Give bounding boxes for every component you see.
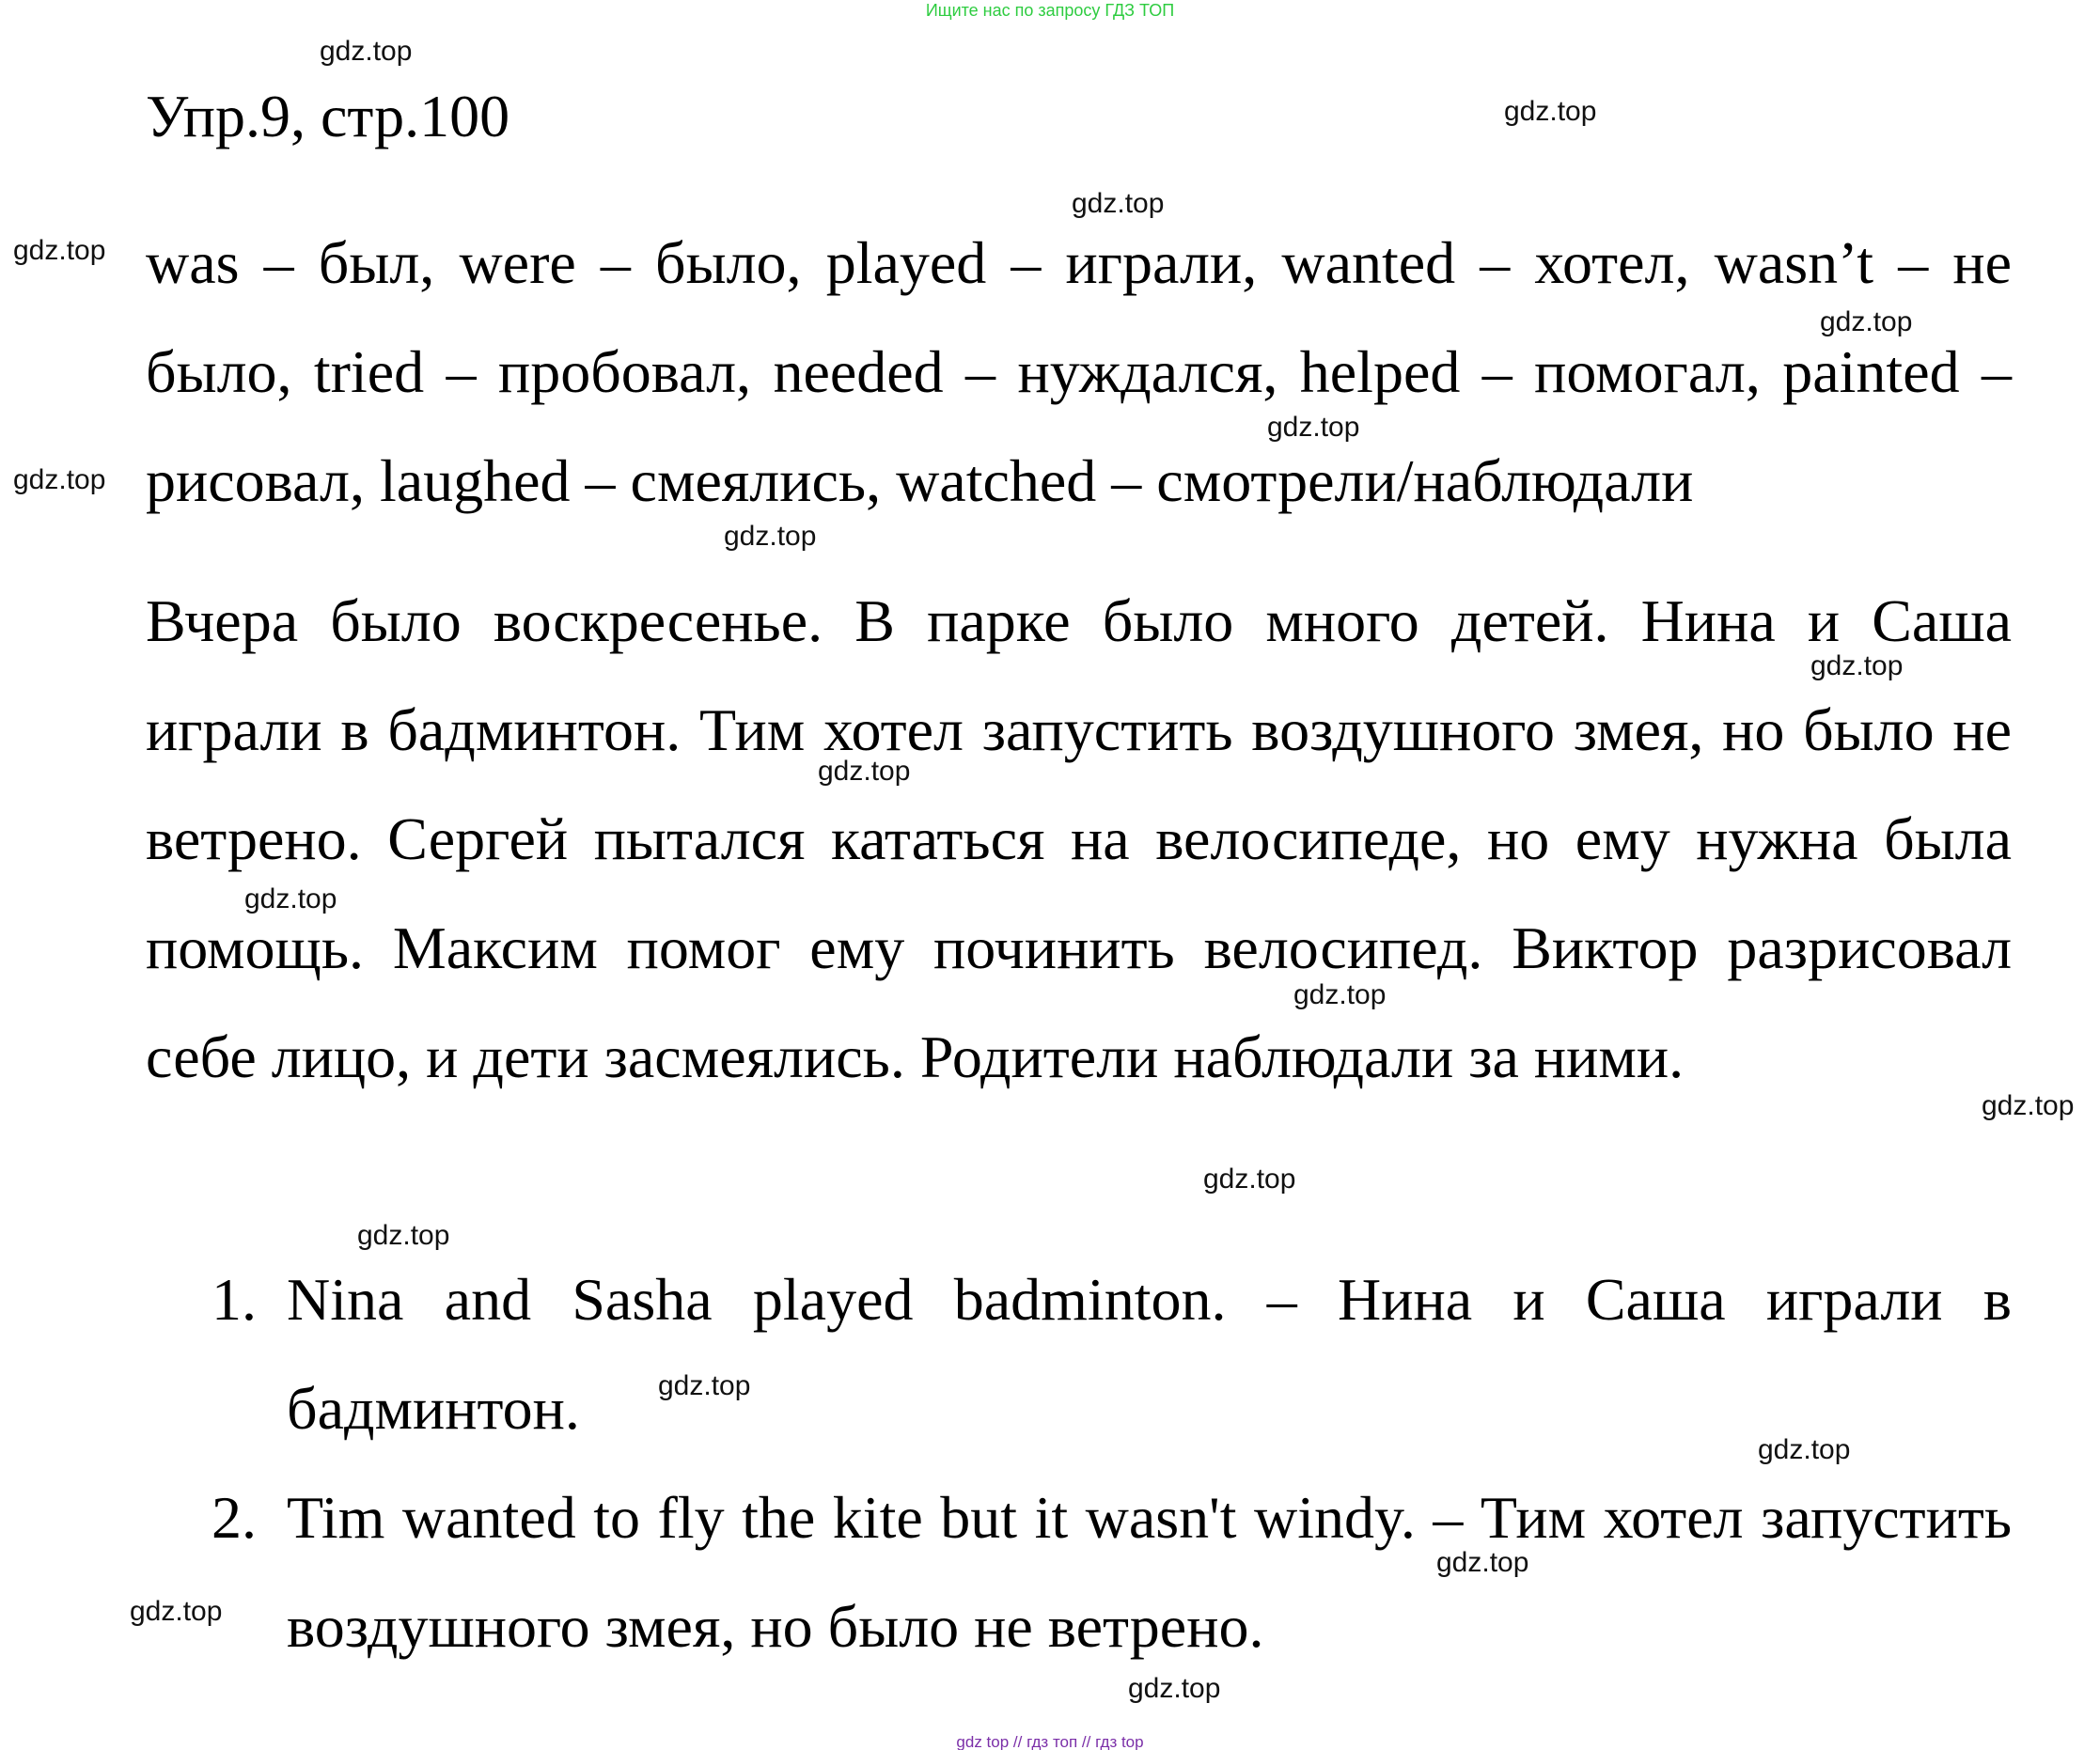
watermark: gdz.top <box>658 1370 751 1401</box>
watermark: gdz.top <box>724 521 817 552</box>
watermark: gdz.top <box>1293 979 1387 1010</box>
watermark: gdz.top <box>244 883 337 914</box>
watermark: gdz.top <box>1072 188 1165 219</box>
answer-text: Tim wanted to fly the kite but it wasn't windy. – Тим хотел запустить воздушного змея, но было не ветрено. <box>287 1484 2012 1660</box>
watermark: gdz.top <box>1504 96 1597 127</box>
watermark: gdz.top <box>13 235 106 266</box>
watermark: gdz.top <box>818 756 911 787</box>
watermark: gdz.top <box>1820 306 1913 337</box>
watermark: gdz.top <box>1436 1547 1529 1578</box>
story-paragraph: Вчера было воскресенье. В парке было много детей. Нина и Саша играли в бадминтон. Тим хотел запустить воздушного змея, но было не ветрено. Сергей пытался кататься на велосипеде, но ему нужна была помощь. Максим помог ему починить велосипед. Виктор разрисовал себе лицо, и дети засмеялись. Родители наблюдали за ними. <box>146 587 2012 1090</box>
watermark: gdz.top <box>1758 1434 1851 1465</box>
watermark: gdz.top <box>1203 1164 1296 1195</box>
watermark: gdz.top <box>320 36 413 67</box>
answer-text: Nina and Sasha played badminton. – Нина и Саша играли в бадминтон. <box>287 1266 2012 1442</box>
answer-number: 1. <box>212 1266 257 1333</box>
bottom-banner: gdz top // гдз топ // гдз top <box>956 1733 1144 1750</box>
watermark: gdz.top <box>1128 1673 1221 1704</box>
watermark: gdz.top <box>1267 412 1360 443</box>
answer-item <box>212 1245 2012 1463</box>
watermark: gdz.top <box>1982 1090 2075 1121</box>
watermark: gdz.top <box>13 464 106 495</box>
top-banner: Ищите нас по запросу ГДЗ ТОП <box>925 1 1175 20</box>
answer-item <box>212 1463 2012 1681</box>
answer-number: 2. <box>212 1484 257 1551</box>
vocabulary-paragraph: was – был, were – было, played – играли, wanted – хотел, wasn’t – не было, tried – пробовал, needed – нуждался, helped – помогал, painted – рисовал, laughed – смеялись, watched – смотрели/наблюдали <box>146 229 2012 514</box>
watermark: gdz.top <box>130 1596 223 1627</box>
exercise-heading: Упр.9, стр.100 <box>146 83 510 149</box>
watermark: gdz.top <box>357 1220 450 1251</box>
watermark: gdz.top <box>1810 650 1904 681</box>
